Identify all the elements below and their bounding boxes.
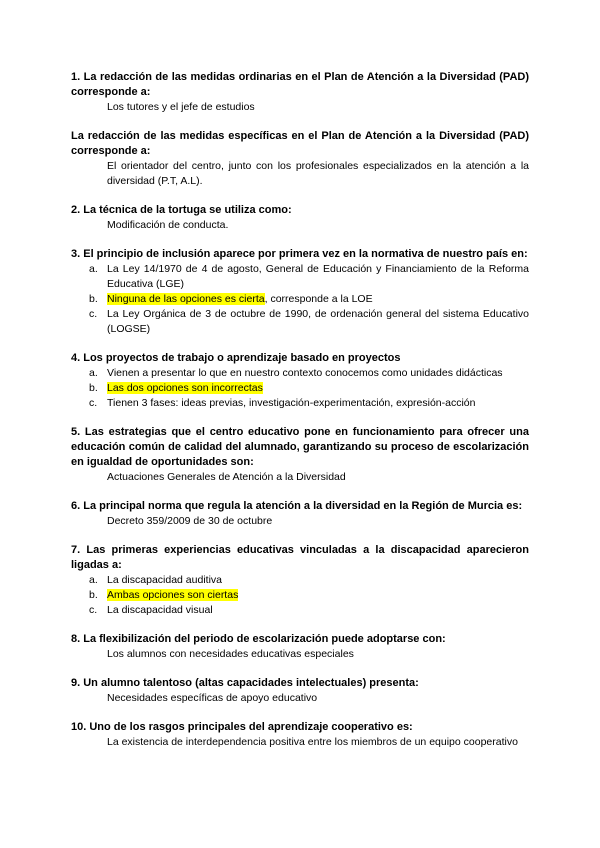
question-answer: La existencia de interdependencia positiva entre los miembros de un equipo cooperativo (107, 736, 518, 748)
option-b (71, 588, 529, 603)
option-c (71, 307, 529, 337)
options-list (71, 573, 529, 618)
question-title: 1. La redacción de las medidas ordinarias en el Plan de Atención a la Diversidad (PAD) corresponde a: (71, 71, 529, 98)
option-text: La discapacidad auditiva (107, 574, 222, 586)
question-title: 2. La técnica de la tortuga se utiliza como: (71, 204, 292, 216)
option-text: Tienen 3 fases: ideas previas, investigación-experimentación, expresión-acción (107, 397, 476, 409)
option-a (71, 573, 529, 588)
options-list (71, 262, 529, 337)
question-answer: Decreto 359/2009 de 30 de octubre (107, 515, 273, 527)
question-2 (71, 203, 529, 233)
question-title: 3. El principio de inclusión aparece por primera vez en la normativa de nuestro país en: (71, 248, 528, 260)
option-letter: c. (89, 308, 98, 320)
option-letter: a. (89, 574, 98, 586)
question-title: 4. Los proyectos de trabajo o aprendizaje basado en proyectos (71, 352, 401, 364)
highlighted-answer: Ninguna de las opciones es cierta (107, 293, 265, 305)
question-title: La redacción de las medidas específicas en el Plan de Atención a la Diversidad (PAD) corresponde a: (71, 130, 529, 157)
option-a (71, 366, 529, 381)
document-page (71, 70, 529, 764)
option-letter: c. (89, 397, 98, 409)
question-6 (71, 499, 529, 529)
option-text: La discapacidad visual (107, 604, 213, 616)
question-9 (71, 676, 529, 706)
question-1 (71, 70, 529, 115)
question-5 (71, 425, 529, 485)
option-text: , corresponde a la LOE (264, 293, 373, 305)
option-letter: a. (89, 263, 98, 275)
option-a (71, 262, 529, 292)
question-answer: Actuaciones Generales de Atención a la Diversidad (107, 471, 346, 483)
question-7 (71, 543, 529, 618)
question-title: 5. Las estrategias que el centro educativo pone en funcionamiento para ofrecer una educación común de calidad del alumnado, garantizando su proceso de escolarización en igualdad de oportunidades son: (71, 426, 529, 468)
option-text: Vienen a presentar lo que en nuestro contexto conocemos como unidades didácticas (107, 367, 503, 379)
question-title: 8. La flexibilización del periodo de escolarización puede adoptarse con: (71, 633, 446, 645)
question-answer: Modificación de conducta. (107, 219, 229, 231)
question-answer: El orientador del centro, junto con los profesionales especializados en la atención a la diversidad (P.T, A.L). (107, 160, 529, 187)
options-list (71, 366, 529, 411)
question-1b (71, 129, 529, 189)
option-c (71, 396, 529, 411)
highlighted-answer: Ambas opciones son ciertas (107, 589, 239, 601)
option-letter: c. (89, 604, 98, 616)
option-letter: b. (89, 382, 98, 394)
question-10 (71, 720, 529, 750)
option-text: La Ley 14/1970 de 4 de agosto, General de Educación y Financiamiento de la Reforma Educativa (LGE) (107, 263, 529, 290)
question-title: 10. Uno de los rasgos principales del aprendizaje cooperativo es: (71, 721, 413, 733)
question-title: 6. La principal norma que regula la atención a la diversidad en la Región de Murcia es: (71, 500, 523, 512)
question-3 (71, 247, 529, 337)
question-title: 7. Las primeras experiencias educativas vinculadas a la discapacidad aparecieron ligadas a: (71, 544, 529, 571)
highlighted-answer: Las dos opciones son incorrectas (107, 382, 263, 394)
question-answer: Los tutores y el jefe de estudios (107, 101, 255, 113)
option-letter: b. (89, 293, 98, 305)
option-b (71, 292, 529, 307)
question-8 (71, 632, 529, 662)
question-answer: Los alumnos con necesidades educativas especiales (107, 648, 354, 660)
option-letter: b. (89, 589, 98, 601)
question-title: 9. Un alumno talentoso (altas capacidades intelectuales) presenta: (71, 677, 419, 689)
option-c (71, 603, 529, 618)
option-b (71, 381, 529, 396)
option-letter: a. (89, 367, 98, 379)
question-4 (71, 351, 529, 411)
question-answer: Necesidades específicas de apoyo educativo (107, 692, 318, 704)
option-text: La Ley Orgánica de 3 de octubre de 1990, de ordenación general del sistema Educativo (LOGSE) (107, 308, 529, 335)
